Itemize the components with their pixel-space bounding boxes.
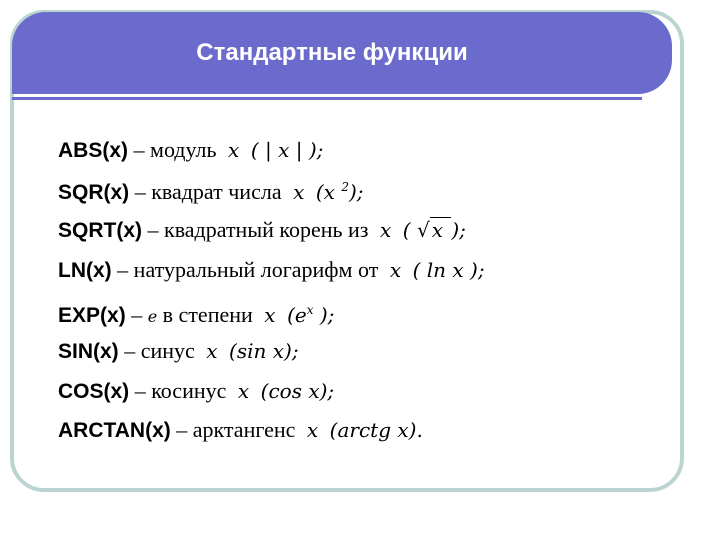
function-description: – модуль bbox=[128, 137, 223, 162]
sqrt-icon: √ bbox=[416, 218, 430, 242]
title-underline bbox=[12, 97, 642, 100]
math-formula: (cos x); bbox=[260, 379, 335, 403]
variable: x bbox=[380, 218, 392, 242]
function-name: LN(x) bbox=[58, 259, 112, 282]
variable: x bbox=[306, 418, 319, 442]
euler-e: e bbox=[147, 307, 158, 326]
function-name: COS(x) bbox=[58, 380, 130, 403]
function-name: ARCTAN(x) bbox=[58, 419, 171, 442]
function-description-2: в степени bbox=[157, 302, 259, 327]
function-description: – арктангенс bbox=[170, 417, 301, 442]
function-name: ABS(x) bbox=[58, 139, 129, 162]
math-formula: ( √ x ); bbox=[402, 218, 466, 242]
math-formula: ( ln x ); bbox=[412, 258, 485, 282]
math-formula: ( | x | ); bbox=[250, 138, 324, 162]
function-line-cos bbox=[58, 375, 334, 407]
variable: x bbox=[228, 138, 240, 162]
function-line-sin bbox=[58, 335, 299, 367]
math-formula: (x $^2$); bbox=[315, 180, 364, 204]
function-line-sqr bbox=[58, 171, 364, 203]
function-description: – натуральный логарифм от bbox=[111, 257, 384, 282]
function-name: SQRT(x) bbox=[58, 219, 142, 242]
math-formula: (arctg x). bbox=[329, 418, 423, 442]
function-description: – квадратный корень из bbox=[142, 217, 374, 242]
function-name: SIN(x) bbox=[58, 340, 119, 363]
function-line-exp bbox=[58, 294, 334, 326]
math-formula: ($e^x$ ); bbox=[287, 303, 335, 327]
variable: x bbox=[293, 180, 305, 204]
function-description: – косинус bbox=[129, 378, 232, 403]
variable: x bbox=[389, 258, 402, 282]
function-line-arctan bbox=[58, 414, 423, 446]
function-description: – синус bbox=[118, 338, 201, 363]
math-formula: (sin x); bbox=[229, 339, 299, 363]
function-line-ln bbox=[58, 254, 485, 286]
variable: x bbox=[237, 379, 250, 403]
function-name: SQR(x) bbox=[58, 181, 130, 204]
function-line-sqrt bbox=[58, 214, 466, 246]
function-description: – bbox=[125, 302, 148, 327]
slide-title: Стандартные функции bbox=[196, 39, 468, 66]
function-description: – квадрат числа bbox=[129, 179, 288, 204]
function-name: EXP(x) bbox=[58, 304, 126, 327]
function-line-abs bbox=[58, 134, 323, 166]
variable: x bbox=[206, 339, 218, 363]
variable: x bbox=[264, 303, 276, 327]
